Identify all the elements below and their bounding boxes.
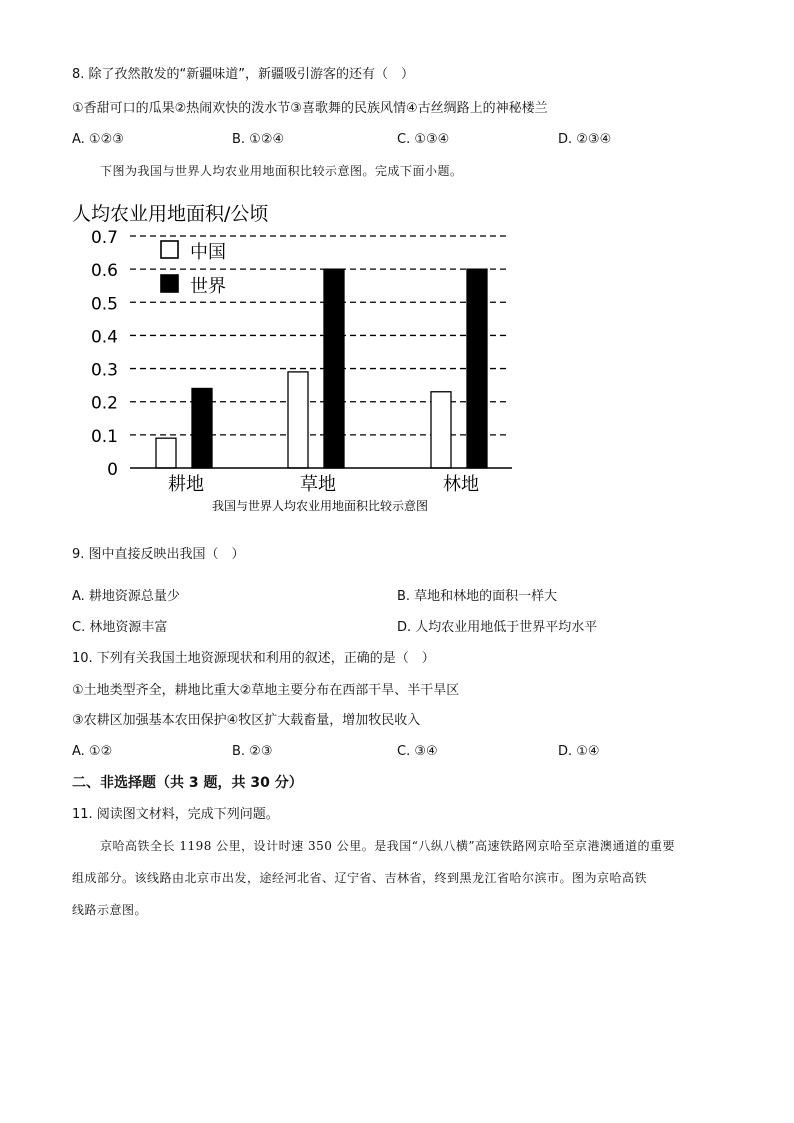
q9-option-d: D. 人均农业用地低于世界平均水平 <box>397 620 598 635</box>
legend-swatch-world <box>161 275 178 292</box>
y-tick-label: 0.5 <box>90 294 118 315</box>
y-tick-label: 0 <box>107 460 118 480</box>
q8-option-b: B. ①②④ <box>232 132 285 147</box>
q10-option-b: B. ②③ <box>232 744 273 759</box>
y-tick-label: 0.6 <box>90 261 118 282</box>
x-tick-label: 草地 <box>300 474 336 495</box>
q10-option-d: D. ①④ <box>558 744 600 759</box>
section-heading: 二、非选择题（共 3 题，共 30 分） <box>72 775 303 791</box>
bar-china-1 <box>288 372 308 468</box>
chart-title: 人均农业用地面积/公顷 <box>72 203 269 225</box>
q11-paragraph-line-1: 京哈高铁全长 1198 公里，设计时速 350 公里。是我国“八纵八横”高速铁路网京哈至京港澳通道的重要 <box>100 839 675 853</box>
y-tick-label: 0.1 <box>90 426 118 447</box>
y-tick-label: 0.7 <box>90 228 118 248</box>
x-axis-labels <box>168 474 479 495</box>
y-tick-label: 0.2 <box>90 393 118 414</box>
q10-option-c: C. ③④ <box>397 744 438 759</box>
legend-label-world: 世界 <box>190 276 226 297</box>
x-tick-label: 林地 <box>443 474 479 495</box>
chart-caption: 我国与世界人均农业用地面积比较示意图 <box>211 499 429 513</box>
q11-stem: 11. 阅读图文材料，完成下列问题。 <box>72 807 279 822</box>
q8-option-d: D. ②③④ <box>558 132 612 147</box>
bar-world-1 <box>324 269 344 468</box>
bar-world-2 <box>467 269 487 468</box>
q9-option-c: C. 林地资源丰富 <box>72 620 168 635</box>
legend-label-china: 中国 <box>190 242 226 263</box>
q8-stem: 8. 除了孜然散发的“新疆味道”，新疆吸引游客的还有（ ） <box>72 67 415 82</box>
bar-chart <box>60 196 530 518</box>
y-tick-label: 0.4 <box>90 327 118 348</box>
q9-stem: 9. 图中直接反映出我国（ ） <box>72 547 245 562</box>
x-tick-label: 耕地 <box>168 474 204 495</box>
q8-option-c: C. ①③④ <box>397 132 450 147</box>
q10-option-a: A. ①② <box>72 744 113 759</box>
q10-stem: 10. 下列有关我国土地资源现状和利用的叙述，正确的是（ ） <box>72 651 435 666</box>
q11-paragraph-line-3: 线路示意图。 <box>72 903 148 917</box>
q10-items-1: ①土地类型齐全，耕地比重大②草地主要分布在西部干旱、半干旱区 <box>72 683 460 698</box>
chart-intro: 下图为我国与世界人均农业用地面积比较示意图。完成下面小题。 <box>100 164 463 178</box>
y-axis-ticks <box>91 228 118 480</box>
bar-world-0 <box>192 388 212 468</box>
legend-swatch-china <box>161 241 178 258</box>
q8-items: ①香甜可口的瓜果②热闹欢快的泼水节③喜歌舞的民族风情④古丝绸路上的神秘楼兰 <box>72 101 548 116</box>
q11-paragraph-line-2: 组成部分。该线路由北京市出发，途经河北省、辽宁省、吉林省，终到黑龙江省哈尔滨市。图为京哈高铁 <box>72 871 648 885</box>
y-tick-label: 0.3 <box>90 360 118 381</box>
bar-china-2 <box>431 392 451 468</box>
q8-option-a: A. ①②③ <box>72 132 124 147</box>
bar-china-0 <box>156 438 176 468</box>
q9-option-a: A. 耕地资源总量少 <box>72 589 180 604</box>
q10-items-2: ③农耕区加强基本农田保护④牧区扩大载畜量，增加牧民收入 <box>72 713 421 728</box>
q9-option-b: B. 草地和林地的面积一样大 <box>397 589 558 604</box>
